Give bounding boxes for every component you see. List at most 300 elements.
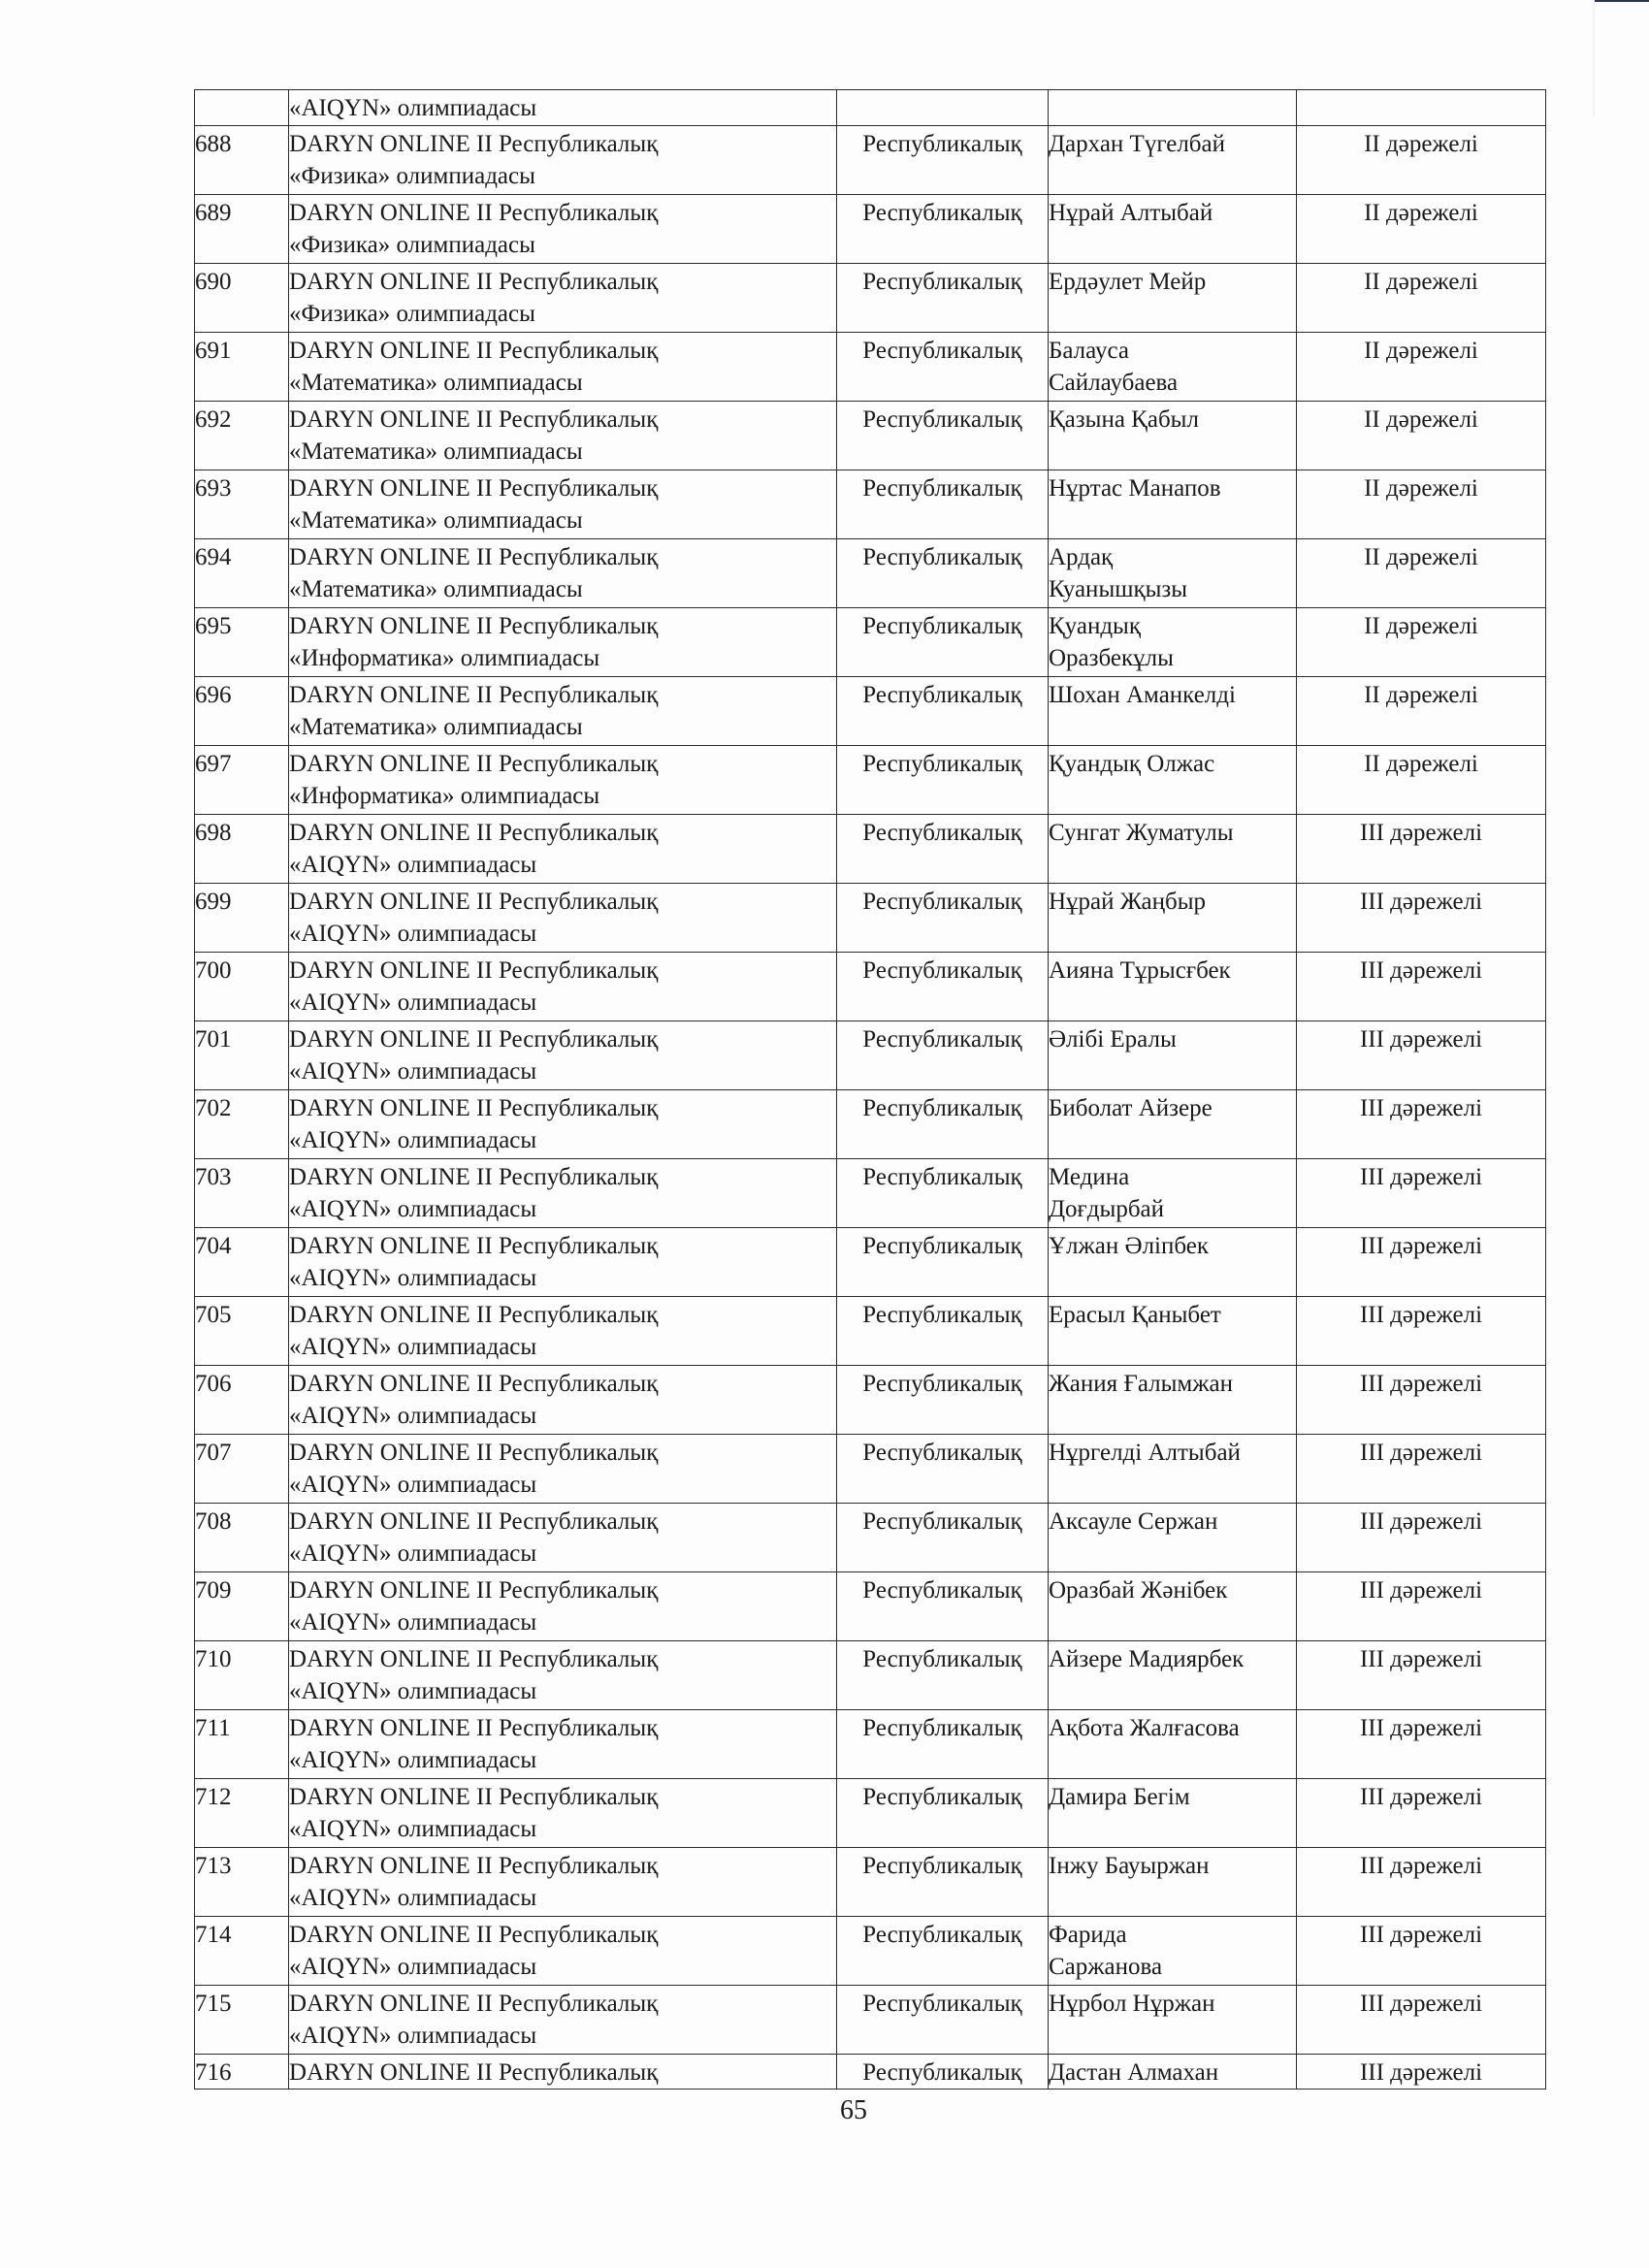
level-cell (837, 90, 1049, 126)
degree-cell (1297, 470, 1546, 539)
row-number-cell (195, 402, 289, 470)
row-number-cell (195, 1641, 289, 1710)
olympiad-title-line: «AIQYN» олимпиадасы (289, 921, 537, 947)
level-cell (837, 2055, 1049, 2090)
participant-name-cell (1049, 470, 1297, 539)
degree-text: III дәрежелі (1359, 1233, 1483, 1259)
degree-text: II дәрежелі (1364, 269, 1478, 295)
olympiad-title-cell (289, 1848, 837, 1917)
olympiad-title-line: «AIQYN» олимпиадасы (289, 1747, 537, 1773)
olympiad-title-line: DARYN ONLINE II Республикалық (289, 1164, 659, 1190)
olympiad-title-cell (289, 1159, 837, 1228)
degree-text: III дәрежелі (1359, 1991, 1483, 2017)
row-number-cell (195, 815, 289, 884)
olympiad-title-line: DARYN ONLINE II Республикалық (289, 957, 659, 984)
olympiad-title-line: «AIQYN» олимпиадасы (289, 1403, 537, 1429)
row-number: 699 (195, 889, 232, 915)
row-number: 712 (195, 1784, 232, 1810)
olympiad-title-line: DARYN ONLINE II Республикалық (289, 2059, 659, 2086)
table-row (195, 1917, 1546, 1986)
degree-text: III дәрежелі (1359, 1922, 1483, 1948)
olympiad-title-line: DARYN ONLINE II Республикалық (289, 1233, 659, 1259)
row-number: 708 (195, 1508, 232, 1535)
olympiad-title-line: DARYN ONLINE II Республикалық (289, 1302, 659, 1328)
olympiad-title-cell (289, 1090, 837, 1159)
level-text: Республикалық (862, 1164, 1022, 1190)
row-number: 711 (195, 1715, 231, 1741)
olympiad-title-line: «AIQYN» олимпиадасы (289, 1127, 537, 1153)
level-text: Республикалық (862, 1577, 1022, 1604)
level-text: Республикалық (862, 1646, 1022, 1672)
page-number: 65 (840, 2095, 867, 2125)
participant-name-cell (1049, 264, 1297, 333)
olympiad-title-line: «AIQYN» олимпиадасы (289, 1816, 537, 1842)
participant-name-cell (1049, 1710, 1297, 1779)
participant-name: Балауса (1049, 338, 1129, 364)
olympiad-title-line: «AIQYN» олимпиадасы (289, 1609, 537, 1636)
row-number-cell (195, 746, 289, 815)
level-cell (837, 1572, 1049, 1641)
participant-name-cell (1049, 1641, 1297, 1710)
participant-name-cell (1049, 677, 1297, 746)
degree-text: II дәрежелі (1364, 200, 1478, 226)
olympiad-title-cell (289, 953, 837, 1021)
level-text: Республикалық (862, 613, 1022, 639)
row-number: 693 (195, 475, 232, 502)
level-cell (837, 1021, 1049, 1090)
row-number: 697 (195, 751, 232, 777)
row-number-cell (195, 1159, 289, 1228)
participant-name: Қазына Қабыл (1049, 406, 1199, 433)
table-row (195, 333, 1546, 402)
degree-text: III дәрежелі (1359, 1715, 1483, 1741)
olympiad-title-cell (289, 539, 837, 608)
participant-name-cell (1049, 746, 1297, 815)
degree-text: II дәрежелі (1364, 682, 1478, 708)
olympiad-title-line: «AIQYN» олимпиадасы (289, 2023, 537, 2049)
degree-text: III дәрежелі (1359, 1853, 1483, 1879)
olympiad-title-cell (289, 1021, 837, 1090)
degree-cell (1297, 1848, 1546, 1917)
level-cell (837, 470, 1049, 539)
olympiad-title-cell (289, 677, 837, 746)
row-number: 716 (195, 2059, 232, 2086)
participant-name-cell (1049, 333, 1297, 402)
row-number: 704 (195, 1233, 232, 1259)
level-cell (837, 884, 1049, 953)
row-number-cell (195, 539, 289, 608)
olympiad-title-cell (289, 1779, 837, 1848)
participant-name: Жания Ғалымжан (1049, 1371, 1233, 1397)
level-cell (837, 333, 1049, 402)
degree-text: III дәрежелі (1359, 1440, 1483, 1466)
level-text: Республикалық (862, 957, 1022, 984)
degree-text: III дәрежелі (1359, 820, 1483, 846)
table-row (195, 1710, 1546, 1779)
degree-cell (1297, 1779, 1546, 1848)
olympiad-title-cell (289, 1297, 837, 1366)
scan-edge (1593, 0, 1595, 116)
row-number: 701 (195, 1026, 232, 1053)
olympiad-title-cell (289, 2055, 837, 2090)
degree-text: III дәрежелі (1359, 1371, 1483, 1397)
level-text: Республикалық (862, 1853, 1022, 1879)
degree-text: II дәрежелі (1364, 613, 1478, 639)
olympiad-title-line: «Физика» олимпиадасы (289, 163, 535, 189)
olympiad-title-line: DARYN ONLINE II Республикалық (289, 131, 659, 157)
degree-cell (1297, 1435, 1546, 1504)
olympiad-title-cell (289, 1986, 837, 2055)
olympiad-title-line: DARYN ONLINE II Республикалық (289, 406, 659, 433)
olympiad-title-line: «Информатика» олимпиадасы (289, 783, 600, 809)
level-text: Республикалық (862, 544, 1022, 570)
olympiad-title-line: «Математика» олимпиадасы (289, 438, 583, 465)
table-row (195, 1021, 1546, 1090)
participant-name-cell (1049, 1090, 1297, 1159)
level-cell (837, 1710, 1049, 1779)
olympiad-title-line: DARYN ONLINE II Республикалық (289, 544, 659, 570)
olympiad-title-line: DARYN ONLINE II Республикалық (289, 820, 659, 846)
level-text: Республикалық (862, 820, 1022, 846)
olympiad-title-cell (289, 1572, 837, 1641)
participant-name: Ақбота Жалғасова (1049, 1715, 1240, 1741)
olympiad-title-line: DARYN ONLINE II Республикалық (289, 1095, 659, 1121)
level-text: Республикалық (862, 406, 1022, 433)
olympiad-title-line: DARYN ONLINE II Республикалық (289, 1577, 659, 1604)
level-text: Республикалық (862, 1922, 1022, 1948)
degree-cell (1297, 1572, 1546, 1641)
row-number: 715 (195, 1991, 232, 2017)
table-row (195, 884, 1546, 953)
degree-cell (1297, 1090, 1546, 1159)
participant-name: Медина (1049, 1164, 1130, 1190)
olympiad-title-cell (289, 1641, 837, 1710)
row-number: 702 (195, 1095, 232, 1121)
table-row (195, 1572, 1546, 1641)
row-number-cell (195, 90, 289, 126)
degree-cell (1297, 264, 1546, 333)
degree-cell (1297, 1021, 1546, 1090)
olympiad-title-line: DARYN ONLINE II Республикалық (289, 682, 659, 708)
row-number: 714 (195, 1922, 232, 1948)
degree-cell (1297, 884, 1546, 953)
olympiad-title-line: DARYN ONLINE II Республикалық (289, 1508, 659, 1535)
degree-cell (1297, 1986, 1546, 2055)
degree-text: II дәрежелі (1364, 131, 1478, 157)
participant-name: Айзере Мадиярбек (1049, 1646, 1245, 1672)
participant-name-cell (1049, 539, 1297, 608)
level-cell (837, 1435, 1049, 1504)
participant-name-cell (1049, 1986, 1297, 2055)
degree-cell (1297, 126, 1546, 195)
table-row (195, 1779, 1546, 1848)
participant-name-cell (1049, 1366, 1297, 1435)
olympiad-title-line: «AIQYN» олимпиадасы (289, 1885, 537, 1911)
row-number: 706 (195, 1371, 232, 1397)
degree-text: III дәрежелі (1359, 2059, 1483, 2086)
participant-name: Сайлаубаева (1049, 370, 1179, 396)
participant-name: Нұрбол Нұржан (1049, 1991, 1215, 2017)
table-row (195, 815, 1546, 884)
degree-cell (1297, 1917, 1546, 1986)
degree-text: III дәрежелі (1359, 957, 1483, 984)
participant-name-cell (1049, 1159, 1297, 1228)
participant-name: Дархан Түгелбай (1049, 131, 1226, 157)
participant-name-cell (1049, 2055, 1297, 2090)
level-text: Республикалық (862, 1371, 1022, 1397)
participant-name-cell (1049, 1779, 1297, 1848)
degree-text: III дәрежелі (1359, 1508, 1483, 1535)
level-text: Республикалық (862, 338, 1022, 364)
olympiad-title-line: «AIQYN» олимпиадасы (289, 1196, 537, 1222)
degree-text: II дәрежелі (1364, 751, 1478, 777)
participant-name-cell (1049, 1504, 1297, 1572)
table-row (195, 402, 1546, 470)
participant-name: Оразбай Жәнібек (1049, 1577, 1228, 1604)
row-number-cell (195, 677, 289, 746)
participant-name: Шохан Аманкелді (1049, 682, 1236, 708)
participant-name: Биболат Айзере (1049, 1095, 1212, 1121)
olympiad-title-line: «AIQYN» олимпиадасы (289, 852, 537, 878)
participant-name: Ұлжан Әліпбек (1049, 1233, 1210, 1259)
degree-text: III дәрежелі (1359, 1026, 1483, 1053)
olympiad-title-cell (289, 90, 837, 126)
degree-cell (1297, 1641, 1546, 1710)
level-text: Республикалық (862, 1784, 1022, 1810)
row-number-cell (195, 1572, 289, 1641)
olympiad-title-line: DARYN ONLINE II Республикалық (289, 1371, 659, 1397)
olympiad-title-line: DARYN ONLINE II Республикалық (289, 1784, 659, 1810)
level-cell (837, 1779, 1049, 1848)
participant-name: Інжу Бауыржан (1049, 1853, 1210, 1879)
row-number-cell (195, 1435, 289, 1504)
row-number-cell (195, 470, 289, 539)
level-cell (837, 126, 1049, 195)
degree-cell (1297, 402, 1546, 470)
participant-name-cell (1049, 1021, 1297, 1090)
table-row (195, 2055, 1546, 2090)
degree-text: III дәрежелі (1359, 1784, 1483, 1810)
olympiad-title-cell (289, 1504, 837, 1572)
olympiad-title-line: «Математика» олимпиадасы (289, 507, 583, 534)
degree-text: II дәрежелі (1364, 544, 1478, 570)
level-text: Республикалық (862, 1508, 1022, 1535)
olympiad-title-cell (289, 1710, 837, 1779)
row-number-cell (195, 2055, 289, 2090)
participant-name: Ерасыл Қаныбет (1049, 1302, 1221, 1328)
degree-text: II дәрежелі (1364, 406, 1478, 433)
participant-name: Дастан Алмахан (1049, 2059, 1219, 2086)
level-cell (837, 1366, 1049, 1435)
olympiad-title-cell (289, 126, 837, 195)
olympiad-title-line: «Физика» олимпиадасы (289, 301, 535, 327)
row-number-cell (195, 1090, 289, 1159)
participant-name-cell (1049, 1228, 1297, 1297)
olympiad-title-cell (289, 264, 837, 333)
olympiad-title-line: DARYN ONLINE II Республикалық (289, 475, 659, 502)
row-number: 705 (195, 1302, 232, 1328)
table-row (195, 264, 1546, 333)
participant-name: Саржанова (1049, 1954, 1163, 1980)
row-number: 694 (195, 544, 232, 570)
participant-name: Нұрай Алтыбай (1049, 200, 1213, 226)
row-number-cell (195, 1228, 289, 1297)
scan-artifact (1594, 0, 1649, 2)
degree-text: II дәрежелі (1364, 338, 1478, 364)
olympiad-title-line: «AIQYN» олимпиадасы (289, 95, 537, 121)
row-number: 703 (195, 1164, 232, 1190)
level-cell (837, 1090, 1049, 1159)
level-cell (837, 1848, 1049, 1917)
participant-name-cell (1049, 1572, 1297, 1641)
table-row-continuation (195, 90, 1546, 126)
degree-text: III дәрежелі (1359, 1164, 1483, 1190)
degree-text: III дәрежелі (1359, 1302, 1483, 1328)
awards-table (194, 89, 1546, 2090)
level-text: Республикалық (862, 1026, 1022, 1053)
table-row (195, 1986, 1546, 2055)
participant-name: Сунгат Жуматулы (1049, 820, 1234, 846)
level-cell (837, 1504, 1049, 1572)
degree-cell (1297, 1366, 1546, 1435)
table-row (195, 1435, 1546, 1504)
degree-text: III дәрежелі (1359, 1577, 1483, 1604)
participant-name: Нұртас Манапов (1049, 475, 1221, 502)
row-number-cell (195, 1366, 289, 1435)
level-cell (837, 402, 1049, 470)
row-number: 691 (195, 338, 232, 364)
olympiad-title-line: «AIQYN» олимпиадасы (289, 1472, 537, 1498)
row-number-cell (195, 1021, 289, 1090)
olympiad-title-line: DARYN ONLINE II Республикалық (289, 613, 659, 639)
olympiad-title-line: «AIQYN» олимпиадасы (289, 1334, 537, 1360)
table-row (195, 953, 1546, 1021)
row-number: 713 (195, 1853, 232, 1879)
level-cell (837, 264, 1049, 333)
participant-name-cell (1049, 1917, 1297, 1986)
table-row (195, 1366, 1546, 1435)
participant-name: Нұрай Жаңбыр (1049, 889, 1207, 915)
row-number: 692 (195, 406, 232, 433)
row-number-cell (195, 884, 289, 953)
level-cell (837, 953, 1049, 1021)
level-text: Республикалық (862, 889, 1022, 915)
olympiad-title-line: DARYN ONLINE II Республикалық (289, 200, 659, 226)
participant-name: Оразбекұлы (1049, 645, 1174, 671)
row-number: 689 (195, 200, 232, 226)
olympiad-title-line: DARYN ONLINE II Республикалық (289, 1026, 659, 1053)
level-text: Республикалық (862, 1302, 1022, 1328)
participant-name: Фарида (1049, 1922, 1127, 1948)
level-text: Республикалық (862, 200, 1022, 226)
olympiad-title-cell (289, 608, 837, 677)
degree-cell (1297, 746, 1546, 815)
participant-name-cell (1049, 1848, 1297, 1917)
olympiad-title-line: «AIQYN» олимпиадасы (289, 1954, 537, 1980)
olympiad-title-line: DARYN ONLINE II Республикалық (289, 269, 659, 295)
level-text: Республикалық (862, 1440, 1022, 1466)
olympiad-title-line: DARYN ONLINE II Республикалық (289, 889, 659, 915)
level-cell (837, 1159, 1049, 1228)
olympiad-title-line: DARYN ONLINE II Республикалық (289, 1440, 659, 1466)
participant-name: Дамира Бегім (1049, 1784, 1190, 1810)
row-number-cell (195, 1917, 289, 1986)
row-number-cell (195, 1710, 289, 1779)
level-text: Республикалық (862, 1715, 1022, 1741)
participant-name-cell (1049, 608, 1297, 677)
degree-cell (1297, 539, 1546, 608)
row-number: 698 (195, 820, 232, 846)
table-row (195, 608, 1546, 677)
olympiad-title-cell (289, 815, 837, 884)
degree-cell (1297, 333, 1546, 402)
olympiad-title-line: DARYN ONLINE II Республикалық (289, 1715, 659, 1741)
olympiad-title-line: DARYN ONLINE II Республикалық (289, 1922, 659, 1948)
olympiad-title-cell (289, 402, 837, 470)
olympiad-title-line: DARYN ONLINE II Республикалық (289, 1853, 659, 1879)
participant-name: Нұргелді Алтыбай (1049, 1440, 1241, 1466)
row-number: 688 (195, 131, 232, 157)
level-cell (837, 677, 1049, 746)
level-text: Республикалық (862, 682, 1022, 708)
row-number-cell (195, 264, 289, 333)
row-number: 690 (195, 269, 232, 295)
degree-cell (1297, 90, 1546, 126)
olympiad-title-line: «Математика» олимпиадасы (289, 370, 583, 396)
participant-name: Аияна Тұрысғбек (1049, 957, 1231, 984)
level-cell (837, 1641, 1049, 1710)
participant-name: Ердәулет Мейр (1049, 269, 1207, 295)
olympiad-title-line: «AIQYN» олимпиадасы (289, 1678, 537, 1704)
table-row (195, 195, 1546, 264)
participant-name: Қуандық Олжас (1049, 751, 1215, 777)
olympiad-title-line: «Математика» олимпиадасы (289, 576, 583, 602)
participant-name-cell (1049, 953, 1297, 1021)
degree-cell (1297, 1297, 1546, 1366)
olympiad-title-line: DARYN ONLINE II Республикалық (289, 338, 659, 364)
olympiad-title-line: «AIQYN» олимпиадасы (289, 1265, 537, 1291)
degree-cell (1297, 2055, 1546, 2090)
level-cell (837, 539, 1049, 608)
table-row (195, 470, 1546, 539)
level-text: Республикалық (862, 131, 1022, 157)
level-text: Республикалық (862, 751, 1022, 777)
olympiad-title-line: DARYN ONLINE II Республикалық (289, 1646, 659, 1672)
degree-cell (1297, 677, 1546, 746)
level-cell (837, 195, 1049, 264)
participant-name: Ардақ (1049, 544, 1114, 570)
participant-name-cell (1049, 402, 1297, 470)
level-cell (837, 608, 1049, 677)
row-number: 695 (195, 613, 232, 639)
degree-cell (1297, 1228, 1546, 1297)
row-number-cell (195, 195, 289, 264)
level-cell (837, 1986, 1049, 2055)
olympiad-title-cell (289, 1366, 837, 1435)
table-row (195, 1297, 1546, 1366)
row-number: 710 (195, 1646, 232, 1672)
olympiad-title-line: «Математика» олимпиадасы (289, 714, 583, 740)
row-number-cell (195, 1848, 289, 1917)
row-number: 707 (195, 1440, 232, 1466)
table-row (195, 1504, 1546, 1572)
participant-name-cell (1049, 1297, 1297, 1366)
row-number: 709 (195, 1577, 232, 1604)
table-row (195, 1848, 1546, 1917)
level-text: Республикалық (862, 269, 1022, 295)
table-row (195, 677, 1546, 746)
participant-name: Куанышқызы (1049, 576, 1188, 602)
